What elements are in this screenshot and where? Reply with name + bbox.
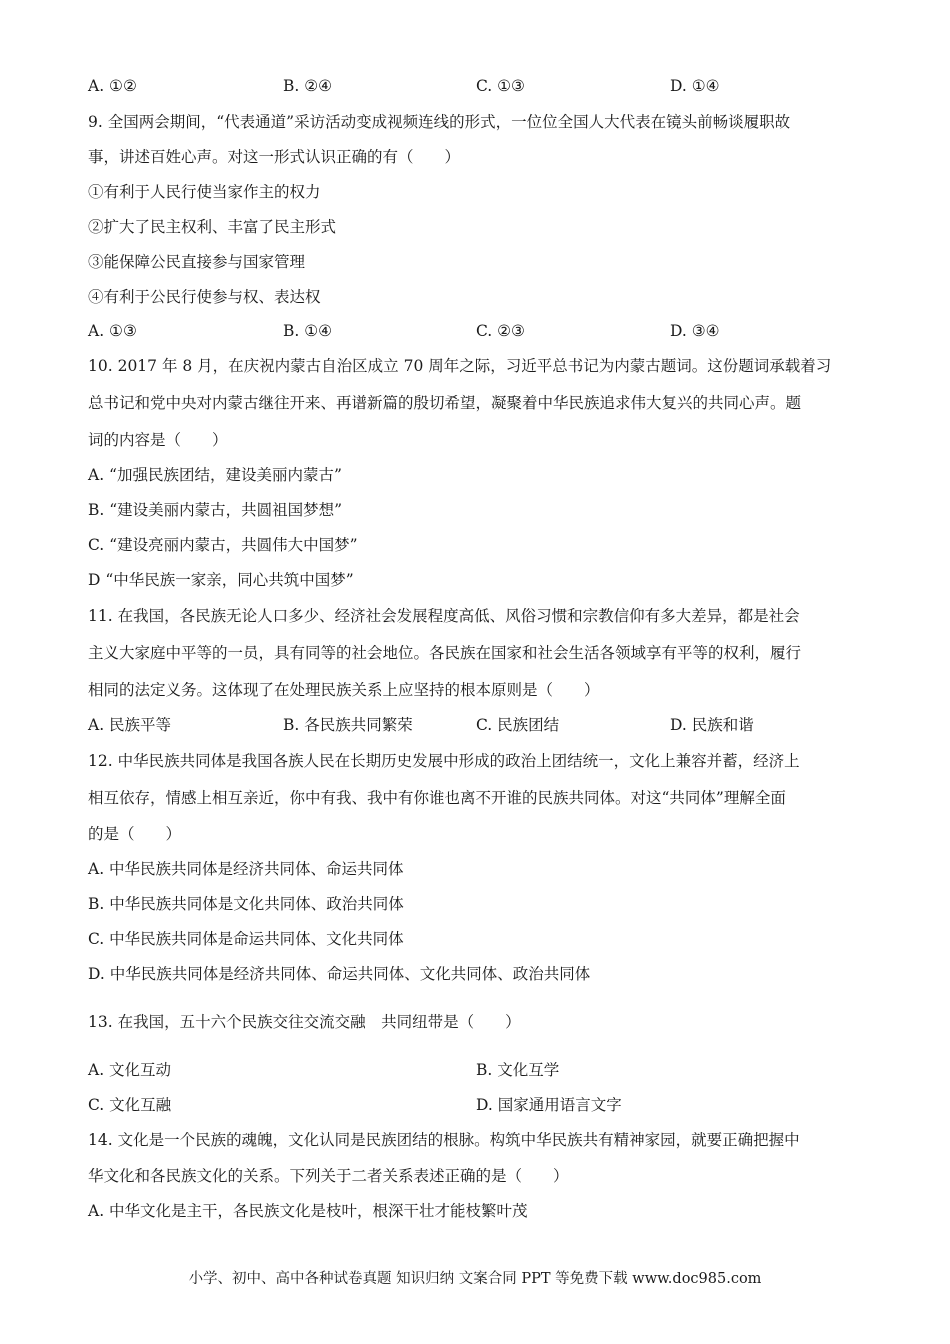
q8-option-c: C. ①③ bbox=[476, 77, 525, 95]
q11-stem-line2: 主义大家庭中平等的一员，具有同等的社会地位。各民族在国家和社会生活各领域享有平等的权利，履行 bbox=[88, 644, 802, 662]
q10-option-c: C. “建设亮丽内蒙古，共圆伟大中国梦” bbox=[88, 536, 358, 554]
q13-stem: 13. 在我国，五十六个民族交往交流交融 共同纽带是（ ） bbox=[88, 1013, 521, 1031]
q12-option-c: C. 中华民族共同体是命运共同体、文化共同体 bbox=[88, 930, 404, 948]
q10-stem-line2: 总书记和党中央对内蒙古继往开来、再谱新篇的殷切希望，凝聚着中华民族追求伟大复兴的共同心声。题 bbox=[88, 394, 802, 412]
q11-option-a: A. 民族平等 bbox=[88, 716, 172, 734]
q10-option-d: D “中华民族一家亲，同心共筑中国梦” bbox=[88, 571, 354, 589]
q8-option-a: A. ①② bbox=[88, 77, 137, 95]
q9-option-c: C. ②③ bbox=[476, 322, 525, 340]
q13-option-a: A. 文化互动 bbox=[88, 1061, 172, 1079]
q10-stem-line3: 词的内容是（ ） bbox=[88, 431, 228, 449]
q11-stem-line3: 相同的法定义务。这体现了在处理民族关系上应坚持的根本原则是（ ） bbox=[88, 681, 600, 699]
q14-stem-line1: 14. 文化是一个民族的魂魄，文化认同是民族团结的根脉。构筑中华民族共有精神家园，就要正确把握中 bbox=[88, 1131, 800, 1149]
q12-stem-line2: 相互依存，情感上相互亲近，你中有我、我中有你谁也离不开谁的民族共同体。对这“共同体”理解全面 bbox=[88, 789, 786, 807]
q12-option-a: A. 中华民族共同体是经济共同体、命运共同体 bbox=[88, 860, 404, 878]
q9-stem-line2: 事，讲述百姓心声。对这一形式认识正确的有（ ） bbox=[88, 148, 461, 166]
q10-option-b: B. “建设美丽内蒙古，共圆祖国梦想” bbox=[88, 501, 343, 519]
q9-option-d: D. ③④ bbox=[670, 322, 720, 340]
q9-option-b: B. ①④ bbox=[283, 322, 333, 340]
q8-option-d: D. ①④ bbox=[670, 77, 720, 95]
q11-option-b: B. 各民族共同繁荣 bbox=[283, 716, 413, 734]
q12-stem-line1: 12. 中华民族共同体是我国各族人民在长期历史发展中形成的政治上团结统一，文化上兼容并蓄，经济上 bbox=[88, 752, 800, 770]
q9-item-4: ④有利于公民行使参与权、表达权 bbox=[88, 288, 321, 306]
q10-stem-line1: 10. 2017 年 8 月，在庆祝内蒙古自治区成立 70 周年之际，习近平总书记为内蒙古题词。这份题词承载着习 bbox=[88, 357, 832, 375]
q12-stem-line3: 的是（ ） bbox=[88, 825, 182, 843]
q9-stem-line1: 9. 全国两会期间，“代表通道”采访活动变成视频连线的形式，一位位全国人大代表在镜头前畅谈履职故 bbox=[88, 113, 791, 131]
page-footer: 小学、初中、高中各种试卷真题 知识归纳 文案合同 PPT 等免费下载 www.doc985.com bbox=[188, 1271, 762, 1287]
q14-stem-line2: 华文化和各民族文化的关系。下列关于二者关系表述正确的是（ ） bbox=[88, 1167, 569, 1185]
q14-option-a: A. 中华文化是主干，各民族文化是枝叶，根深干壮才能枝繁叶茂 bbox=[88, 1202, 528, 1220]
q8-option-b: B. ②④ bbox=[283, 77, 333, 95]
q11-stem-line1: 11. 在我国，各民族无论人口多少、经济社会发展程度高低、风俗习惯和宗教信仰有多大差异，都是社会 bbox=[88, 607, 800, 625]
q13-option-c: C. 文化互融 bbox=[88, 1096, 172, 1114]
q9-option-a: A. ①③ bbox=[88, 322, 137, 340]
q9-item-2: ②扩大了民主权利、丰富了民主形式 bbox=[88, 218, 337, 236]
q9-item-3: ③能保障公民直接参与国家管理 bbox=[88, 253, 306, 271]
q13-option-d: D. 国家通用语言文字 bbox=[476, 1096, 622, 1114]
q10-option-a: A. “加强民族团结，建设美丽内蒙古” bbox=[88, 466, 342, 484]
q13-option-b: B. 文化互学 bbox=[476, 1061, 560, 1079]
q12-option-b: B. 中华民族共同体是文化共同体、政治共同体 bbox=[88, 895, 404, 913]
q12-option-d: D. 中华民族共同体是经济共同体、命运共同体、文化共同体、政治共同体 bbox=[88, 965, 591, 983]
q11-option-c: C. 民族团结 bbox=[476, 716, 560, 734]
q9-item-1: ①有利于人民行使当家作主的权力 bbox=[88, 183, 321, 201]
q11-option-d: D. 民族和谐 bbox=[670, 716, 754, 734]
